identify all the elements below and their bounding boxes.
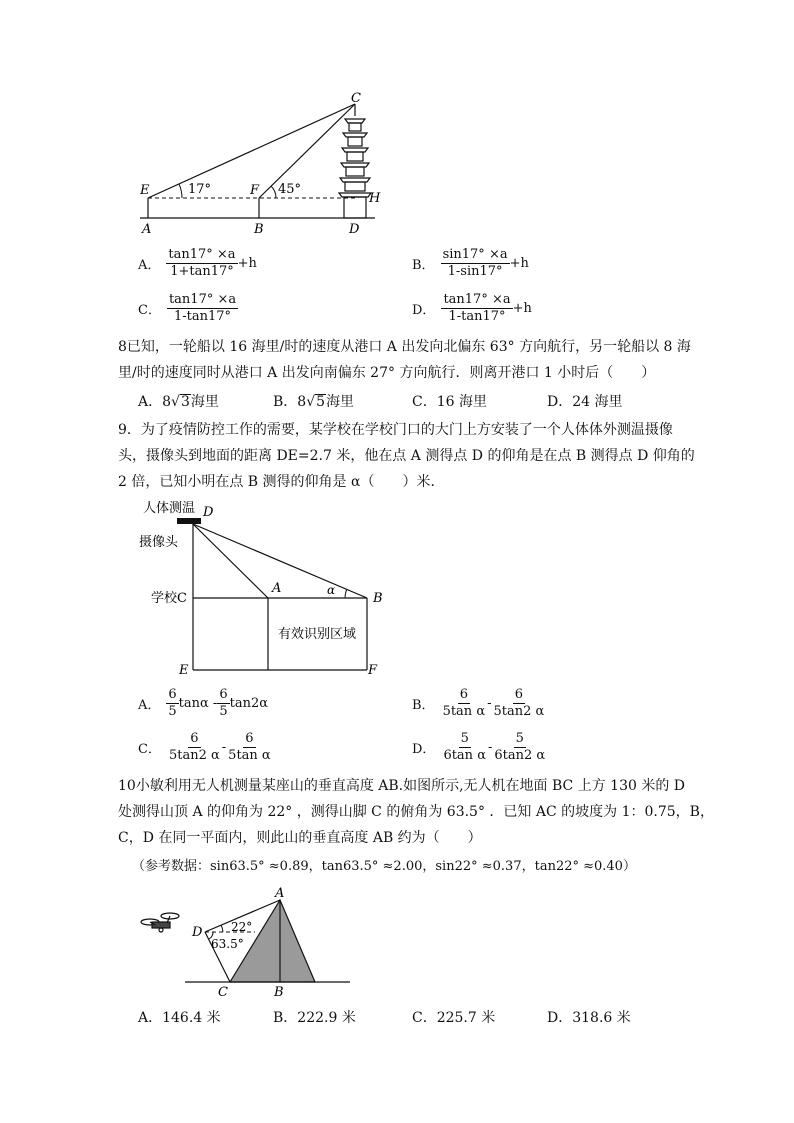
label-H: H xyxy=(369,191,381,206)
q10-line2: 处测得山顶 A 的仰角为 22° ，测得山脚 C 的俯角为 63.5° ．已知 AC 的坡度为 1：0.75，B， xyxy=(118,804,714,820)
q8-option-c[interactable]: C．16 海里 xyxy=(412,394,487,410)
label-A: A xyxy=(272,581,282,596)
label-A: A xyxy=(142,222,152,237)
q8-option-a[interactable]: A．8√3海里 xyxy=(138,394,219,410)
angle-22: 22° xyxy=(231,920,253,934)
q9-option-a[interactable]: A． $\frac{6}{5}$ tanα - $\frac{6}{5}$ tan2α xyxy=(138,687,269,719)
label-F: F xyxy=(250,183,260,198)
label-F: F xyxy=(368,663,378,678)
q9-line1: 9．为了疫情防控工作的需要，某学校在学校门口的大门上方安装了一个人体体外测温摄像 xyxy=(118,422,673,438)
thermometer-camera-figure xyxy=(135,498,395,680)
angle-45: 45° xyxy=(278,182,302,197)
q7-option-c[interactable]: C． $\frac{\tan 17^\circ \times a}{1-\tan 17^\circ}$ xyxy=(138,292,237,324)
q10-line1: 10小敏利用无人机测量某座山的垂直高度 AB.如图所示,无人机在地面 BC 上方 130 米的 D xyxy=(118,778,686,794)
q8-line2: 里/时的速度同时从港口 A 出发向南偏东 27° 方向航行．则离开港口 1 小时后（ ） xyxy=(118,365,656,381)
q10-option-c[interactable]: C．225.7 米 xyxy=(412,1010,496,1026)
label-alpha: α xyxy=(327,583,336,597)
q9-line3: 2 倍，已知小明在点 B 测得的仰角是 α（ ）米． xyxy=(118,474,445,490)
q10-option-d[interactable]: D．318.6 米 xyxy=(547,1010,631,1026)
label-B: B xyxy=(254,222,264,237)
q8-line1: 8已知，一轮船以 16 海里/时的速度从港口 A 出发向北偏东 63° 方向航行，另一轮船以 8 海 xyxy=(118,339,691,355)
label-B: B xyxy=(274,985,284,1000)
q9-option-b[interactable]: B． $\frac{6}{\text{5tan α}}$ - $\frac{6}{5\tan 2 \alpha}$ xyxy=(412,687,545,719)
angle-17: 17° xyxy=(188,182,212,197)
q8-option-b[interactable]: B．8√5海里 xyxy=(273,394,355,410)
q9-line2: 头，摄像头到地面的距离 DE=2.7 米，他在点 A 测得点 D 的仰角是在点 B 测得点 D 仰角的 xyxy=(118,448,695,464)
label-C: C xyxy=(218,985,228,1000)
q9-option-d[interactable]: D． $\frac{5}{\text{6tan α}}$ - $\frac{5}{6\tan 2 \alpha}$ xyxy=(412,731,546,763)
q10-option-b[interactable]: B．222.9 米 xyxy=(273,1010,356,1026)
label-E: E xyxy=(179,663,189,678)
drone-mountain-figure xyxy=(135,885,365,1003)
q10-line3: C，D 在同一平面内，则此山的垂直高度 AB 约为（ ） xyxy=(118,830,482,846)
q7-option-a[interactable]: A． $\frac{\tan 17^\circ \times a}{1+\tan 17^\circ}$ +h xyxy=(138,247,257,279)
q7-option-d[interactable]: D． $\frac{\tan 17^\circ \times a}{1-\tan 17^\circ}$ +h xyxy=(412,292,532,324)
q10-option-a[interactable]: A．146.4 米 xyxy=(138,1010,221,1026)
q10-reference-data: （参考数据：sin63.5° ≈0.89，tan63.5° ≈2.00，sin22° ≈0.37，tan22° ≈0.40） xyxy=(132,859,636,874)
camera-label-2: 摄像头 xyxy=(139,535,179,550)
q9-option-c[interactable]: C． $\frac{6}{5\tan 2 \alpha}$ - $\frac{6}{\text{5tan α}}$ xyxy=(138,731,271,763)
pagoda-figure xyxy=(130,92,390,237)
label-D: D xyxy=(203,505,214,520)
angle-63.5: 63.5° xyxy=(211,937,244,951)
zone-label: 有效识别区域 xyxy=(278,627,357,642)
label-E: E xyxy=(140,183,150,198)
school-label-C: 学校C xyxy=(151,591,187,606)
q7-option-b[interactable]: B． $\frac{\sin 17^\circ \times a}{1-\sin 17^\circ}$ +h xyxy=(412,247,529,279)
camera-label-1: 人体测温 xyxy=(143,501,196,516)
label-A: A xyxy=(275,886,285,901)
label-D: D xyxy=(349,222,360,237)
q8-option-d[interactable]: D．24 海里 xyxy=(547,394,623,410)
label-B: B xyxy=(373,591,383,606)
drone-icon xyxy=(141,913,179,932)
label-D: D xyxy=(192,925,203,940)
label-C: C xyxy=(351,92,361,106)
